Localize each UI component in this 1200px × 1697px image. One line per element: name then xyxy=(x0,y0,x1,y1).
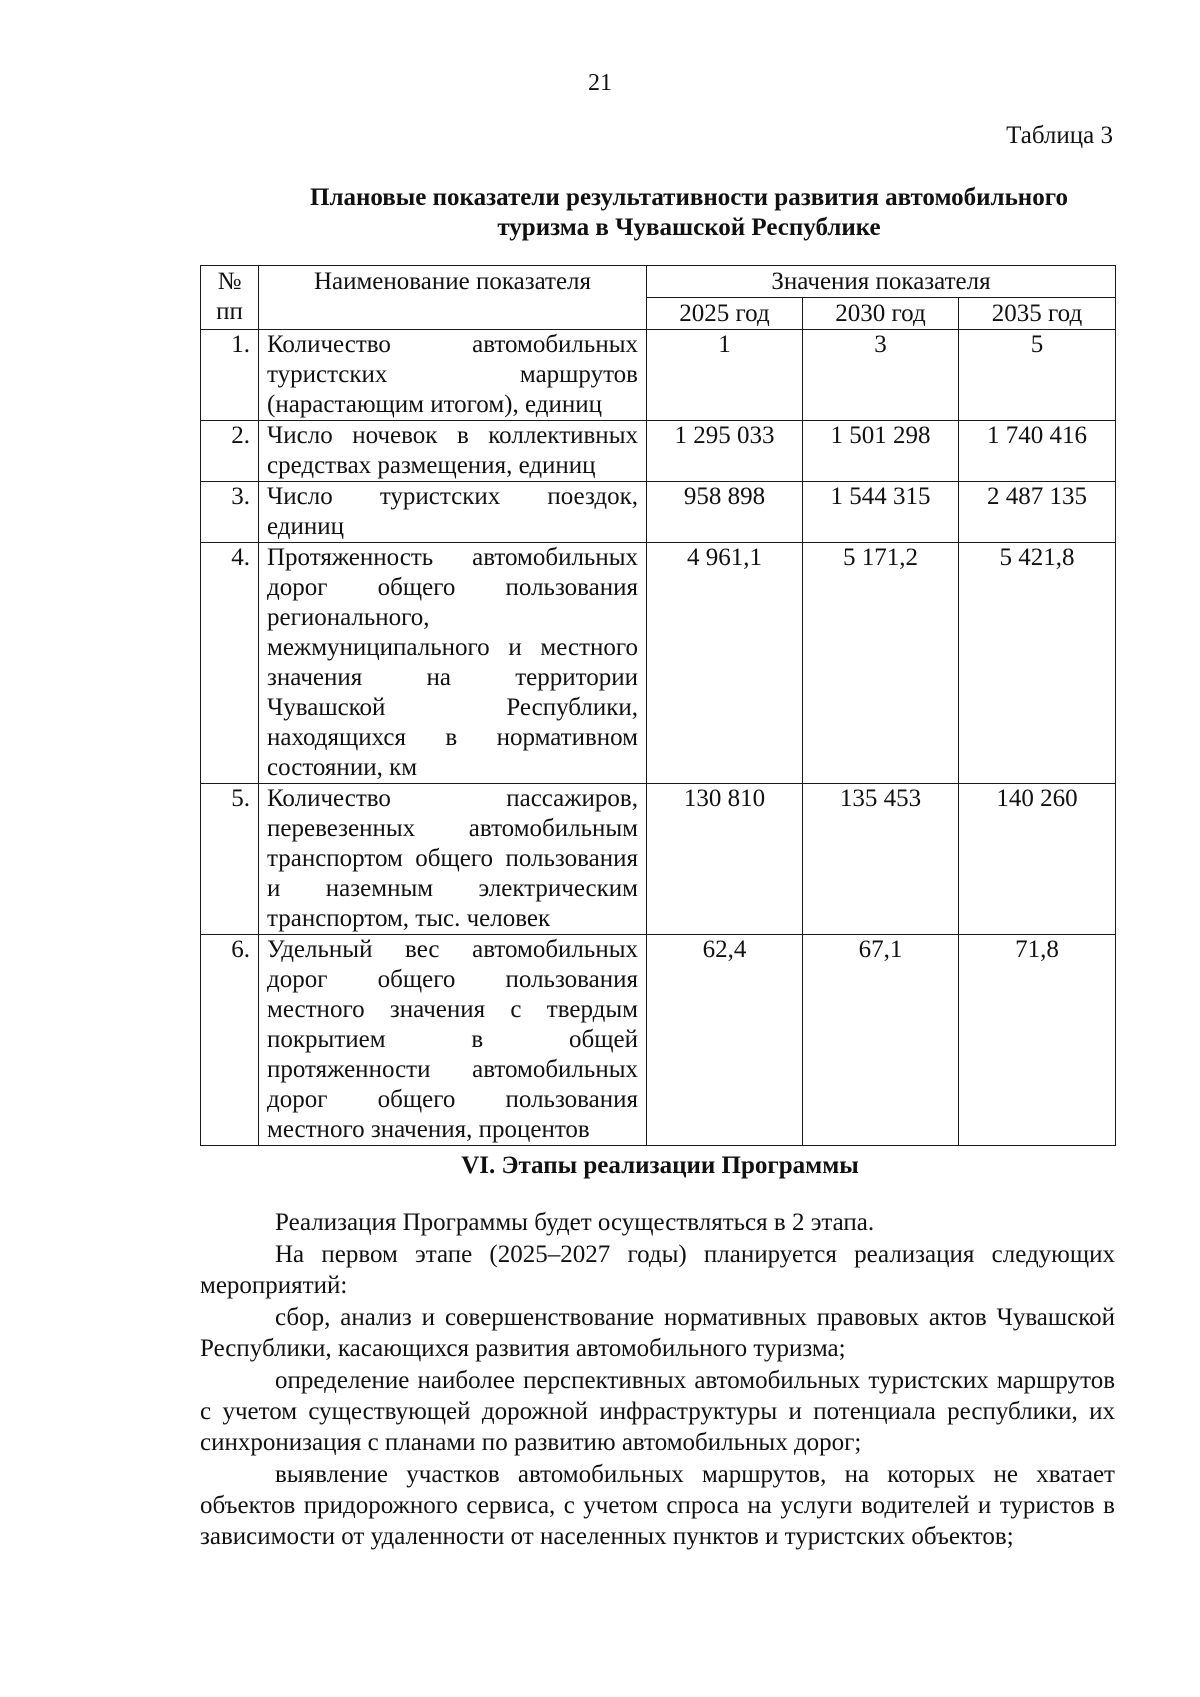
indicator-name: Количество пассажиров, перевезенных автомобильным транспортом общего пользования и наземным электрическим транспортом, тыс. человек xyxy=(259,784,647,935)
table-row xyxy=(201,543,1116,784)
header-year: 2030 год xyxy=(803,298,959,330)
indicator-name: Удельный вес автомобильных дорог общего пользования местного значения с твердым покрытием в общей протяженности автомобильных дорог общего пользования местного значения, процентов xyxy=(259,935,647,1146)
value-cell: 1 544 315 xyxy=(803,482,959,543)
row-number: 3. xyxy=(201,482,259,543)
row-number: 6. xyxy=(201,935,259,1146)
row-number: 5. xyxy=(201,784,259,935)
value-cell: 67,1 xyxy=(803,935,959,1146)
table-header-row xyxy=(201,266,1116,298)
section-heading: VI. Этапы реализации Программы xyxy=(461,1152,859,1179)
table-row xyxy=(201,935,1116,1146)
value-cell: 5 171,2 xyxy=(803,543,959,784)
page-number: 21 xyxy=(588,70,612,96)
value-cell: 140 260 xyxy=(959,784,1116,935)
value-cell: 2 487 135 xyxy=(959,482,1116,543)
value-cell: 1 501 298 xyxy=(803,421,959,482)
header-year: 2025 год xyxy=(647,298,803,330)
indicator-name: Протяженность автомобильных дорог общего пользования регионального, межмуниципального и местного значения на территории Чувашской Республики, находящихся в нормативном состоянии, км xyxy=(259,543,647,784)
paragraph: выявление участков автомобильных маршрутов, на которых не хватает объектов придорожного сервиса, с учетом спроса на услуги водителей и туристов в зависимости от удаленности от населенных пунктов и туристских объектов; xyxy=(200,1461,1115,1550)
value-cell: 1 740 416 xyxy=(959,421,1116,482)
paragraph: На первом этапе (2025–2027 годы) планируется реализация следующих мероприятий: xyxy=(200,1241,1115,1299)
value-cell: 130 810 xyxy=(647,784,803,935)
row-number: 2. xyxy=(201,421,259,482)
table-row xyxy=(201,482,1116,543)
indicator-name: Число туристских поездок, единиц xyxy=(259,482,647,543)
paragraph: сбор, анализ и совершенствование нормативных правовых актов Чувашской Республики, касающихся развития автомобильного туризма; xyxy=(200,1304,1115,1362)
header-name: Наименование показателя xyxy=(259,266,647,330)
value-cell: 1 295 033 xyxy=(647,421,803,482)
paragraph: Реализация Программы будет осуществляться в 2 этапа. xyxy=(275,1209,875,1236)
body-text xyxy=(200,1207,1115,1553)
value-cell: 4 961,1 xyxy=(647,543,803,784)
indicator-name: Число ночевок в коллективных средствах размещения, единиц xyxy=(259,421,647,482)
table-row xyxy=(201,784,1116,935)
table-title: Плановые показатели результативности развития автомобильного туризма в Чувашской Республике xyxy=(310,184,1068,241)
header-num: № пп xyxy=(201,266,259,330)
table-row xyxy=(201,330,1116,421)
header-values-group: Значения показателя xyxy=(647,266,1116,298)
paragraph: определение наиболее перспективных автомобильных туристских маршрутов с учетом существующей дорожной инфраструктуры и потенциала республики, их синхронизация с планами по развитию автомобильных дорог; xyxy=(200,1367,1115,1456)
table-label: Таблица 3 xyxy=(1006,122,1113,149)
value-cell: 1 xyxy=(647,330,803,421)
row-number: 4. xyxy=(201,543,259,784)
value-cell: 135 453 xyxy=(803,784,959,935)
value-cell: 62,4 xyxy=(647,935,803,1146)
row-number: 1. xyxy=(201,330,259,421)
header-year: 2035 год xyxy=(959,298,1116,330)
value-cell: 5 xyxy=(959,330,1116,421)
table-row xyxy=(201,421,1116,482)
value-cell: 71,8 xyxy=(959,935,1116,1146)
value-cell: 5 421,8 xyxy=(959,543,1116,784)
indicators-table xyxy=(200,265,1116,1146)
indicator-name: Количество автомобильных туристских маршрутов (нарастающим итогом), единиц xyxy=(259,330,647,421)
value-cell: 3 xyxy=(803,330,959,421)
value-cell: 958 898 xyxy=(647,482,803,543)
